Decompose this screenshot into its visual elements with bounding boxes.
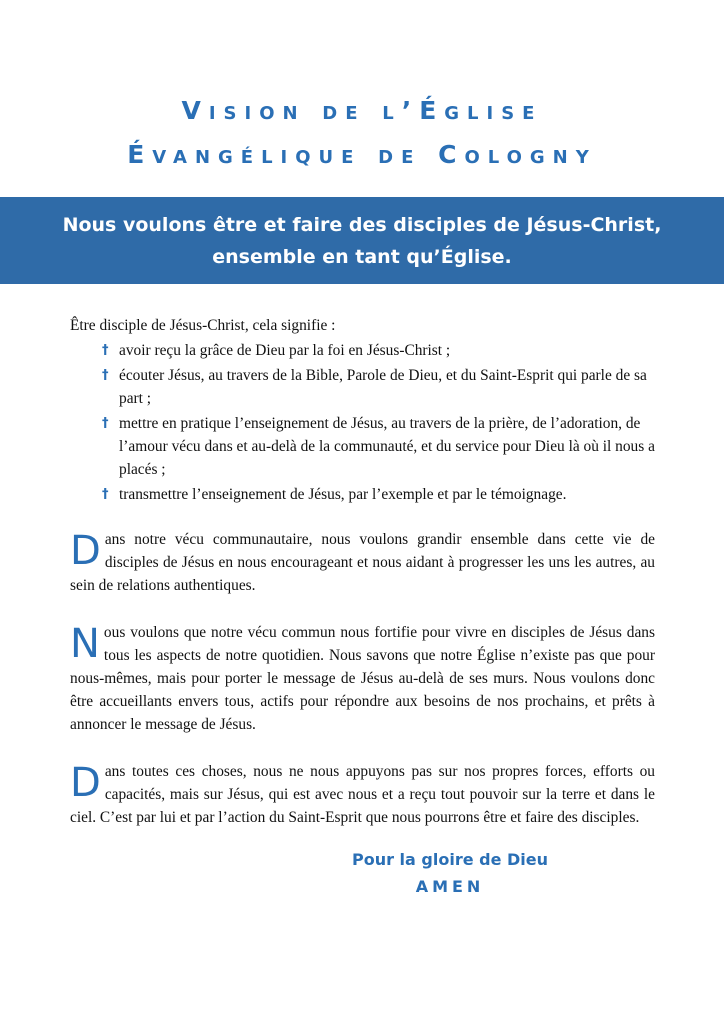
paragraph-text: ous voulons que notre vécu commun nous fortifie pour vivre en disciples de Jésus dans tous les aspects de notre quotidien. Nous savons que notre Église n’existe pas que pour nous-mêmes, mais pour porter le message de Jésus au-delà de ses murs. Nous voulons donc être accueillants envers tous, actifs pour répondre aux besoins de nos prochains, et prêts à annoncer le message de Jésus. — [70, 624, 655, 733]
banner-line-1: Nous voulons être et faire des disciples de Jésus-Christ, — [62, 213, 662, 236]
closing-line: Pour la gloire de Dieu — [351, 850, 549, 869]
list-item-text: mettre en pratique l’enseignement de Jésus, au travers de la prière, de l’adoration, de l’amour vécu dans et au-delà de la communauté, et du service pour Dieu là où il nous a placés ; — [119, 415, 655, 478]
list-item — [70, 483, 655, 506]
paragraph-community — [70, 528, 655, 597]
closing-block — [340, 846, 560, 900]
disciple-list — [70, 339, 655, 506]
title-line-2: Évangélique de Cologny — [127, 139, 597, 169]
dropcap: D — [70, 760, 101, 806]
paragraph-text: ans toutes ces choses, nous ne nous appuyons pas sur nos propres forces, efforts ou capacités, mais sur Jésus, qui est avec nous et a reçu tout pouvoir sur la terre et dans le ciel. C’est par lui et par l’action du Saint-Esprit que nous pourrons être et faire des disciples. — [70, 763, 655, 826]
list-item — [70, 364, 655, 410]
dropcap: N — [70, 621, 100, 667]
paragraph-text: ans notre vécu communautaire, nous voulons grandir ensemble dans cette vie de disciples de Jésus en nous encourageant et nous aidant à progresser les uns les autres, au sein de relations authentiques. — [70, 531, 655, 594]
banner-line-2: ensemble en tant qu’Église. — [212, 245, 512, 268]
list-item-text: écouter Jésus, au travers de la Bible, Parole de Dieu, et du Saint-Esprit qui parle de sa part ; — [119, 367, 647, 407]
intro-text: Être disciple de Jésus-Christ, cela signifie : — [70, 317, 336, 334]
cross-icon: † — [102, 487, 109, 502]
paragraph-mission — [70, 621, 655, 736]
list-item — [70, 339, 655, 362]
cross-icon: † — [102, 343, 109, 358]
amen-text: AMEN — [415, 877, 485, 896]
motto-banner — [0, 197, 724, 284]
body-content — [70, 314, 655, 829]
dropcap: D — [70, 528, 101, 574]
list-item-text: transmettre l’enseignement de Jésus, par l’exemple et par le témoignage. — [119, 486, 567, 503]
cross-icon: † — [102, 416, 109, 431]
list-item — [70, 412, 655, 481]
cross-icon: † — [102, 368, 109, 383]
title-line-1: Vision de l’Église — [181, 95, 543, 125]
paragraph-reliance — [70, 760, 655, 829]
list-item-text: avoir reçu la grâce de Dieu par la foi en Jésus-Christ ; — [119, 342, 451, 359]
page-title — [0, 89, 724, 177]
